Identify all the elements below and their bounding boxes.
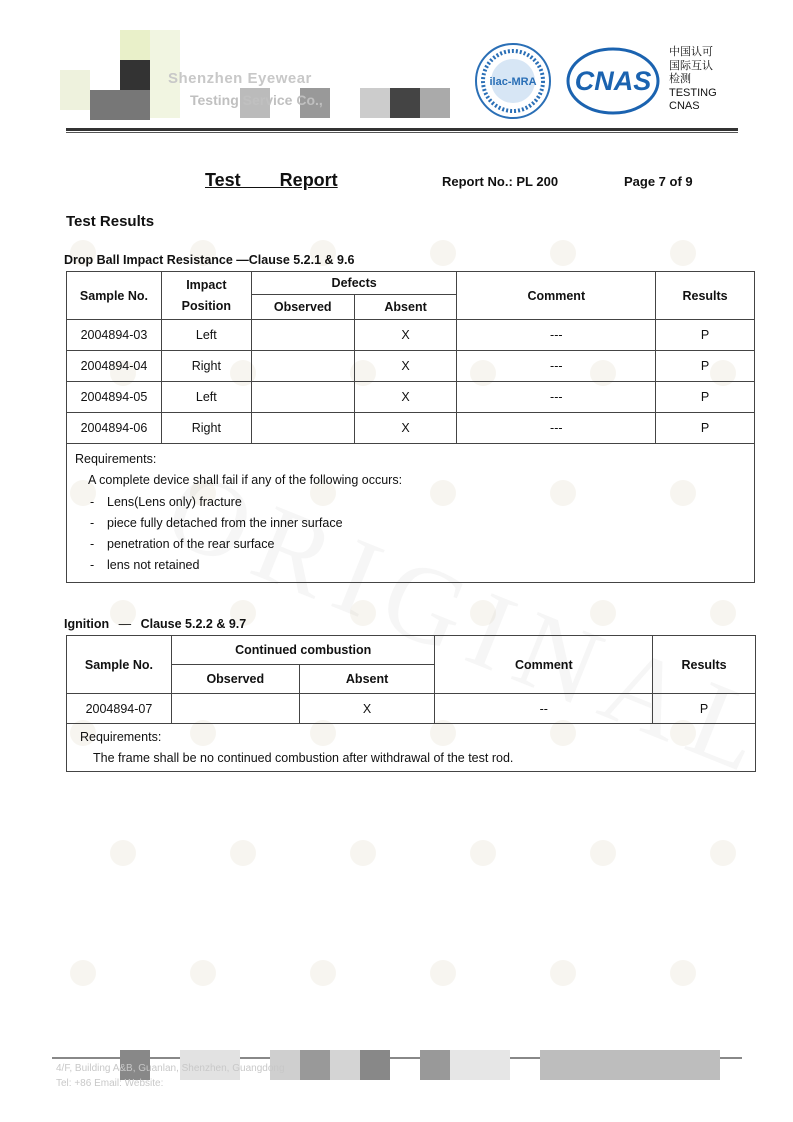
header-defects: Defects	[251, 272, 457, 295]
cell-sample: 2004894-03	[67, 320, 162, 351]
requirements-cell	[67, 724, 756, 772]
header-divider	[66, 128, 738, 131]
cell-absent: X	[354, 351, 457, 382]
cnas-caption-line: CNAS	[669, 100, 700, 112]
footer-address: 4/F, Building A&B, Guanlan, Shenzhen, Guangdong	[56, 1063, 285, 1074]
report-title: Test Report	[205, 170, 338, 190]
watermark-mark	[470, 600, 496, 626]
header-observed: Observed	[171, 665, 299, 694]
header-position: Position	[181, 298, 231, 313]
cell-observed	[251, 320, 354, 351]
cell-observed	[171, 694, 299, 724]
watermark-mark	[430, 240, 456, 266]
watermark-mark	[230, 840, 256, 866]
watermark-mark	[550, 240, 576, 266]
cell-result: P	[656, 351, 755, 382]
header-comment: Comment	[457, 272, 656, 320]
page-number: Page 7 of 9	[624, 174, 693, 189]
section-title: Test Results	[66, 213, 155, 230]
requirement-text: Lens(Lens only) fracture	[107, 494, 242, 509]
header-sample-no: Sample No.	[67, 636, 172, 694]
requirements-row	[67, 444, 755, 583]
header-results: Results	[656, 272, 755, 320]
watermark-mark	[350, 840, 376, 866]
cell-comment: ---	[457, 351, 656, 382]
watermark-mark	[110, 840, 136, 866]
cell-absent: X	[354, 413, 457, 444]
cell-sample: 2004894-04	[67, 351, 162, 382]
table-row	[67, 351, 755, 382]
watermark-mark	[70, 960, 96, 986]
watermark-mark	[310, 960, 336, 986]
cell-observed	[251, 382, 354, 413]
cnas-caption-line: TESTING	[669, 86, 717, 99]
header-observed: Observed	[251, 295, 354, 320]
requirements-text: The frame shall be no continued combustion after withdrawal of the test rod.	[93, 751, 514, 766]
cell-position: Left	[161, 320, 251, 351]
header-comment: Comment	[435, 636, 653, 694]
cnas-caption	[669, 46, 717, 114]
table-row	[67, 382, 755, 413]
cell-result: P	[656, 320, 755, 351]
watermark-mark	[430, 960, 456, 986]
cell-sample: 2004894-06	[67, 413, 162, 444]
header-continued-combustion: Continued combustion	[171, 636, 435, 665]
requirement-item: - penetration of the rear surface	[90, 537, 275, 552]
requirement-text: lens not retained	[107, 558, 200, 573]
header-impact: Impact	[186, 277, 227, 292]
cell-position: Right	[161, 413, 251, 444]
company-name-line2: Testing Service Co.,	[190, 92, 323, 108]
cell-observed	[251, 413, 354, 444]
drop-ball-heading: Drop Ball Impact Resistance —Clause 5.2.1 & 9.6	[64, 253, 355, 267]
cnas-logo-text: CNAS	[574, 66, 652, 96]
ignition-heading: Ignition — Clause 5.2.2 & 9.7	[64, 617, 247, 631]
cell-absent: X	[299, 694, 435, 724]
cell-sample: 2004894-05	[67, 382, 162, 413]
ignition-table	[66, 635, 756, 772]
header-divider-thin	[66, 132, 738, 133]
cell-sample: 2004894-07	[67, 694, 172, 724]
ignition-heading-clause: Clause 5.2.2 & 9.7	[140, 617, 247, 631]
header-results: Results	[653, 636, 756, 694]
requirements-intro: A complete device shall fail if any of the following occurs:	[88, 473, 403, 488]
watermark-mark	[190, 960, 216, 986]
cell-result: P	[653, 694, 756, 724]
header-impact-position	[161, 272, 251, 320]
table-row	[67, 694, 756, 724]
watermark-mark	[590, 600, 616, 626]
ignition-heading-label: Ignition	[64, 617, 110, 631]
watermark-mark	[590, 840, 616, 866]
cell-position: Right	[161, 351, 251, 382]
requirement-text: piece fully detached from the inner surface	[107, 515, 343, 530]
cell-absent: X	[354, 382, 457, 413]
requirement-item: - piece fully detached from the inner surface	[90, 515, 343, 530]
footer-contact: Tel: +86 Email: Website:	[56, 1078, 164, 1089]
cell-comment: ---	[457, 413, 656, 444]
watermark-mark	[470, 840, 496, 866]
requirements-title: Requirements:	[75, 452, 157, 466]
watermark-mark	[550, 960, 576, 986]
cell-observed	[251, 351, 354, 382]
header-absent: Absent	[299, 665, 435, 694]
watermark-mark	[710, 600, 736, 626]
requirement-item: - Lens(Lens only) fracture	[90, 494, 242, 509]
cell-result: P	[656, 413, 755, 444]
cnas-caption-line: 中国认可	[669, 46, 713, 58]
table-row	[67, 413, 755, 444]
watermark-mark	[670, 960, 696, 986]
table-row	[67, 320, 755, 351]
requirement-item: - lens not retained	[90, 558, 200, 573]
requirements-cell	[67, 444, 755, 583]
requirements-title: Requirements:	[80, 730, 162, 744]
watermark-mark	[350, 600, 376, 626]
requirements-row	[67, 724, 756, 772]
cnas-caption-line: 国际互认	[669, 59, 713, 72]
drop-ball-table	[66, 271, 755, 583]
company-name: Shenzhen Eyewear	[168, 70, 312, 87]
ilac-mra-logo	[474, 42, 552, 120]
report-number: Report No.: PL 200	[442, 174, 559, 189]
cell-position: Left	[161, 382, 251, 413]
watermark-mark	[710, 840, 736, 866]
requirement-text: penetration of the rear surface	[107, 537, 275, 552]
cell-absent: X	[354, 320, 457, 351]
watermark-mark	[670, 240, 696, 266]
cell-comment: ---	[457, 320, 656, 351]
ilac-logo-text: ilac-MRA	[489, 76, 537, 88]
cnas-logo	[566, 46, 660, 116]
header-absent: Absent	[354, 295, 457, 320]
cell-result: P	[656, 382, 755, 413]
cnas-caption-line: 检测	[669, 73, 691, 85]
cell-comment: --	[435, 694, 653, 724]
cell-comment: ---	[457, 382, 656, 413]
header-sample-no: Sample No.	[67, 272, 162, 320]
